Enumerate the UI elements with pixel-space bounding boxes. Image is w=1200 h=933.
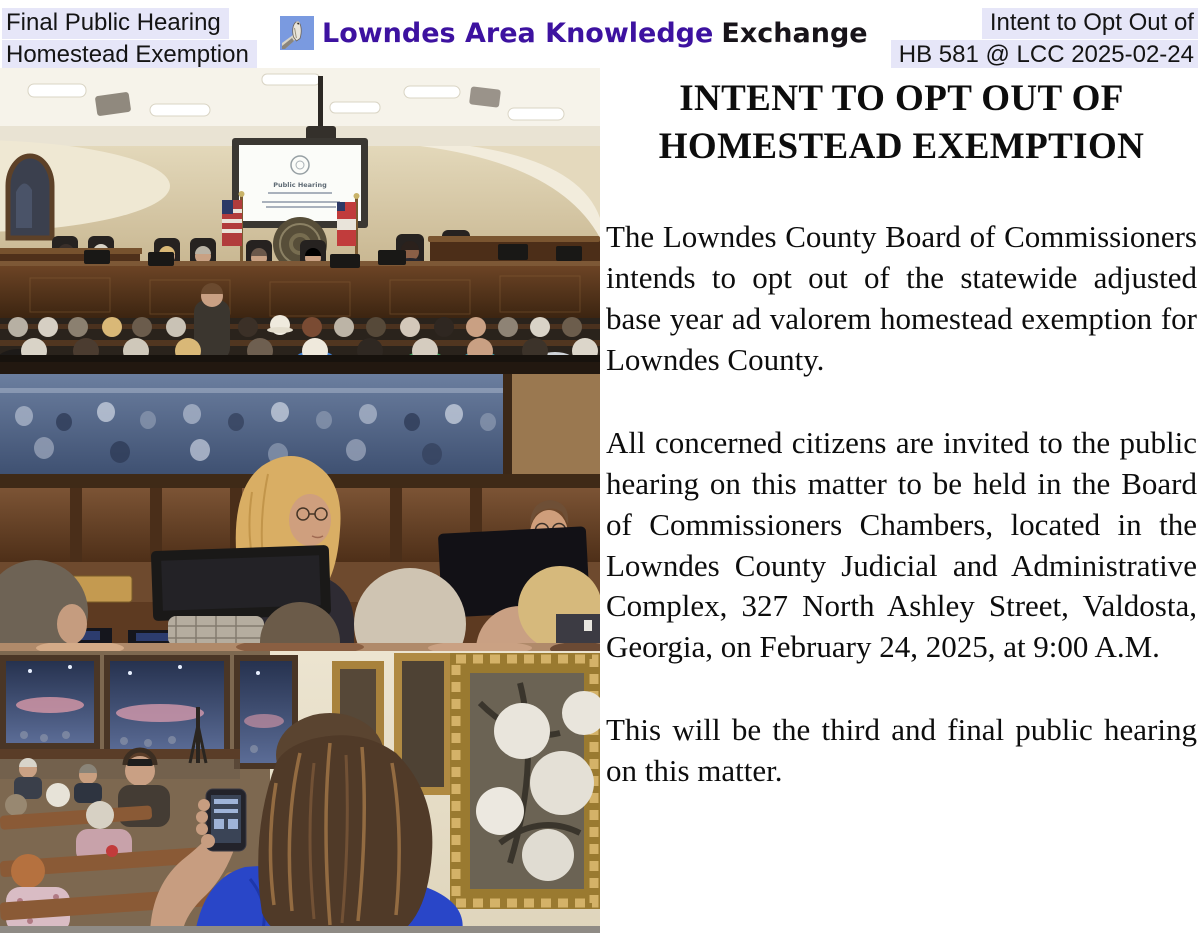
brand-title-primary: Lowndes Area Knowledge [321,17,714,49]
brand-title-secondary: Exchange [721,17,868,49]
header-left-caption [0,0,257,72]
photo-commission-chamber-wide [0,68,600,362]
notice-column [600,68,1200,933]
photo-dais-closeup [0,362,600,643]
caption-homestead-exemption: Homestead Exemption [2,40,257,71]
carpet-strip [0,926,600,933]
lake-bird-logo-icon [280,16,314,50]
notice-paragraph-2: All concerned citizens are invited to the public hearing on this matter to be held in the Board of Commissioners Chambers, located in the Lowndes County Judicial and Administrative Complex, 327 North Ashley Street, Valdosta, Georgia, on February 24, 2025, at 9:00 A.M. [606,424,1197,665]
screen-slide-title: Public Hearing [273,181,327,189]
header-right-caption [891,0,1200,72]
notice-paragraph-3: This will be the third and final public hearing on this matter. [606,712,1197,789]
notice-paragraph-1: The Lowndes County Board of Commissioners intends to opt out of the statewide adjusted base year ad valorem homestead exemption for Lowndes County. [606,219,1197,377]
notice-heading: INTENT TO OPT OUT OF HOMESTEAD EXEMPTION [658,78,1145,168]
caption-hb581-lcc-date: HB 581 @ LCC 2025-02-24 [891,40,1198,71]
photo-audience-evening [0,643,600,933]
caption-intent-to-opt-out: Intent to Opt Out of [982,8,1198,39]
header-bar [0,0,1200,68]
reflective-glass-band [0,374,508,474]
caption-final-public-hearing: Final Public Hearing [2,8,229,39]
chamber-ceiling [0,68,600,146]
cotton-painting [450,653,600,909]
brand-masthead [280,0,868,50]
brand-title [322,18,868,49]
photo-column [0,68,600,933]
main-content [0,68,1200,933]
